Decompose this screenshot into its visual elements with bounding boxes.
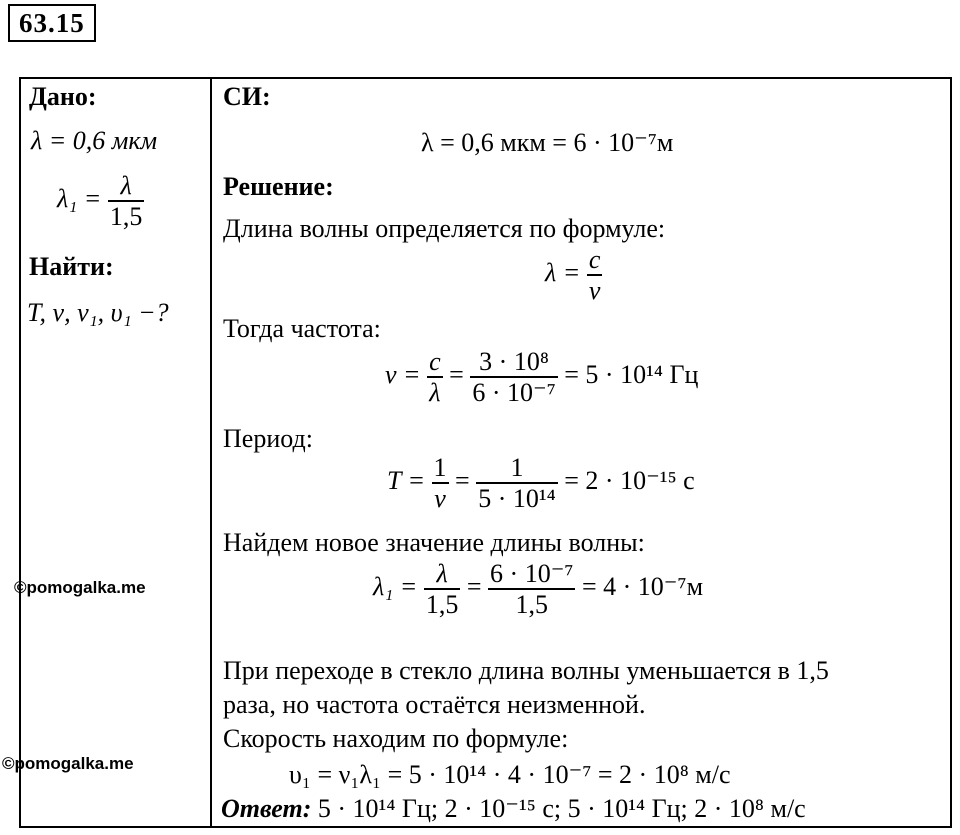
f1-lhs: λ = xyxy=(545,258,581,288)
f2-lhs: ν = xyxy=(385,360,421,390)
given-fraction-num: λ xyxy=(108,171,145,202)
solution-text-2: Тогда частота: xyxy=(223,314,381,343)
problem-number: 63.15 xyxy=(8,4,96,42)
given-new-wavelength xyxy=(57,171,144,231)
given-heading: Дано: xyxy=(29,82,97,111)
answer-line xyxy=(221,793,806,825)
solution-text-7: Скорость находим по формуле: xyxy=(223,724,569,753)
f1-num: c xyxy=(587,245,603,276)
f1-den: ν xyxy=(588,276,601,306)
f4-num-2: 6 · 10⁻⁷ xyxy=(488,559,575,590)
answer-text: 5 · 10¹⁴ Гц; 2 · 10⁻¹⁵ с; 5 · 10¹⁴ Гц; 2 · 10⁸ м/с xyxy=(317,794,806,823)
formula-new-wavelength xyxy=(373,559,703,619)
f3-den-1: ν xyxy=(434,484,446,514)
f3-fraction-1 xyxy=(432,453,449,513)
solution-heading: Решение: xyxy=(223,172,334,201)
given-new-wavelength-lhs: λ₁ = xyxy=(57,184,102,214)
f2-fraction-2 xyxy=(470,347,557,407)
f4-den-1: 1,5 xyxy=(425,590,459,620)
formula-wavelength xyxy=(545,245,602,305)
si-conversion: λ = 0,6 мкм = 6 · 10⁻⁷м xyxy=(421,128,674,157)
f2-den-2: 6 · 10⁻⁷ xyxy=(472,378,556,408)
f4-num-1: λ xyxy=(424,559,461,590)
f3-num-2: 1 xyxy=(476,453,558,484)
solution-table xyxy=(19,77,952,828)
formula-speed: υ₁ = ν₁λ₁ = 5 · 10¹⁴ · 4 · 10⁻⁷ = 2 · 10⁸ м/с xyxy=(289,760,731,789)
solution-text-6: раза, но частота остаётся неизменной. xyxy=(223,690,646,719)
f3-den-2: 5 · 10¹⁴ xyxy=(478,484,556,514)
f2-equals: = xyxy=(449,360,464,390)
f2-num-2: 3 · 10⁸ xyxy=(470,347,557,378)
solution-text-3: Период: xyxy=(223,424,313,453)
given-wavelength: λ = 0,6 мкм xyxy=(31,126,158,155)
given-fraction xyxy=(108,171,145,231)
formula-frequency xyxy=(385,347,698,407)
solution-text-4: Найдем новое значение длины волны: xyxy=(223,528,645,557)
f4-fraction-1 xyxy=(424,559,461,619)
find-quantities: T, ν, ν₁, υ₁ −? xyxy=(27,298,169,327)
f3-equals: = xyxy=(455,466,470,496)
f2-num-1: c xyxy=(427,347,443,378)
f2-result: = 5 · 10¹⁴ Гц xyxy=(564,360,699,390)
f4-result: = 4 · 10⁻⁷м xyxy=(581,572,704,602)
answer-label: Ответ: xyxy=(221,794,312,823)
f4-fraction-2 xyxy=(488,559,575,619)
f3-fraction-2 xyxy=(476,453,558,513)
watermark-lower: ©pomogalka.me xyxy=(2,754,134,773)
f4-equals: = xyxy=(466,572,482,602)
f4-den-2: 1,5 xyxy=(515,590,548,620)
solution-text-5: При переходе в стекло длина волны уменьшается в 1,5 xyxy=(223,656,829,685)
solution-text-1: Длина волны определяется по формуле: xyxy=(223,214,666,243)
find-heading: Найти: xyxy=(29,252,114,281)
f1-fraction xyxy=(587,245,603,305)
f2-den-1: λ xyxy=(429,378,441,408)
f3-lhs: T = xyxy=(387,466,426,496)
f3-result: = 2 · 10⁻¹⁵ с xyxy=(564,466,695,496)
column-divider xyxy=(210,79,212,826)
f2-fraction-1 xyxy=(427,347,443,407)
watermark-upper: ©pomogalka.me xyxy=(14,578,146,597)
given-fraction-den: 1,5 xyxy=(109,202,143,232)
si-heading: СИ: xyxy=(223,82,271,111)
formula-period xyxy=(387,453,695,513)
f3-num-1: 1 xyxy=(432,453,449,484)
f4-lhs: λ₁ = xyxy=(373,572,418,602)
